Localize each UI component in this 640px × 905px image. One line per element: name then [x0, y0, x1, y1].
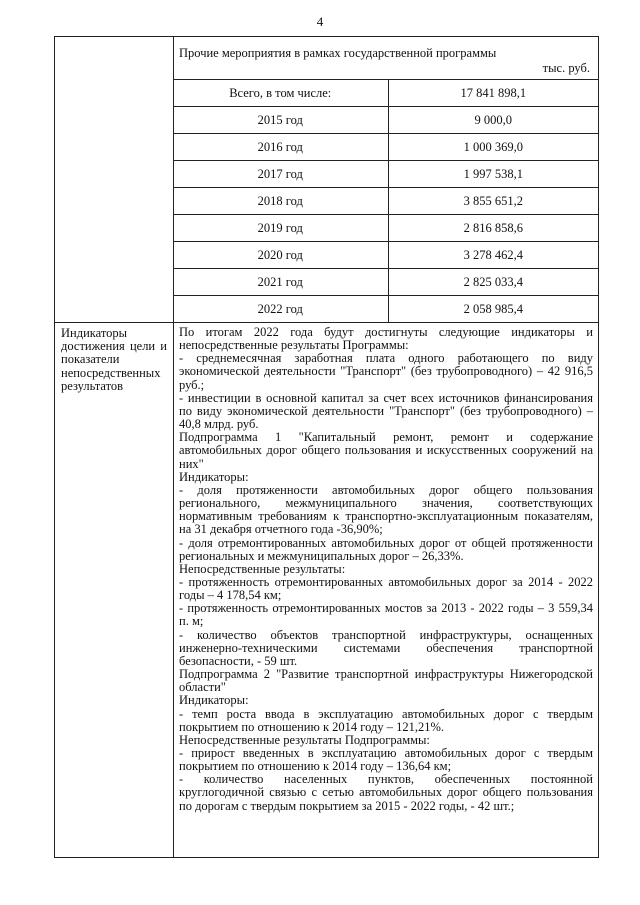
- paragraph: - прирост введенных в эксплуатацию автомобильных дорог с твердым покрытием по отношению к 2014 году – 136,64 км;: [179, 746, 593, 774]
- paragraph: Индикаторы:: [179, 693, 249, 708]
- funding-title: Прочие мероприятия в рамках государственной программы: [179, 46, 497, 60]
- funding-row-label: 2015 год: [173, 107, 388, 134]
- funding-row-value: 3 855 651,2: [388, 188, 598, 215]
- table-row: [173, 188, 598, 215]
- paragraph: - темп роста ввода в эксплуатацию автомобильных дорог с твердым покрытием по отношению к 2014 году – 121,21%.: [179, 706, 593, 734]
- paragraph: - доля отремонтированных автомобильных дорог от общей протяженности региональных и межмуниципальных дорог – 26,33%.: [179, 535, 593, 563]
- funding-row-value: 2 816 858,6: [388, 215, 598, 242]
- funding-row-label: 2019 год: [173, 215, 388, 242]
- table-row: [173, 134, 598, 161]
- paragraph: Непосредственные результаты Подпрограммы:: [179, 732, 430, 747]
- funding-row-value: 2 825 033,4: [388, 269, 598, 296]
- paragraph: - количество объектов транспортной инфраструктуры, оснащенных инженерно-техническими системами обеспечения транспортной безопасности, - 59 шт.: [179, 627, 593, 668]
- row-divider: [55, 322, 598, 323]
- paragraph: - количество населенных пунктов, обеспеченных постоянной круглогодичной связью с сетью автомобильных дорог общего пользования по дорогам с твердым покрытием за 2015 - 2022 годы, - 42 шт.;: [179, 772, 593, 813]
- paragraph: Подпрограмма 2 "Развитие транспортной инфраструктуры Нижегородской области": [179, 667, 593, 695]
- paragraph: - протяженность отремонтированных мостов за 2013 - 2022 годы – 3 559,34 п. м;: [179, 601, 593, 629]
- indicators-label: Индикаторы достижения цели и показатели непосредственных результатов: [61, 326, 167, 393]
- page-number: 4: [316, 14, 324, 29]
- funding-row-value: 3 278 462,4: [388, 242, 598, 269]
- table-row: [173, 107, 598, 134]
- paragraph: - доля протяженности автомобильных дорог общего пользования регионального, межмуниципального значения, соответствующих нормативным требованиям к транспортно-эксплуатационным показателям, на 31 декабря отчетного года -36,90%;: [179, 482, 593, 537]
- funding-unit: тыс. руб.: [542, 61, 590, 75]
- paragraph: Непосредственные результаты:: [179, 561, 346, 576]
- funding-row-label: 2022 год: [173, 296, 388, 323]
- indicators-text: [179, 326, 593, 813]
- funding-row-label: Всего, в том числе:: [173, 80, 388, 107]
- funding-row-label: 2017 год: [173, 161, 388, 188]
- funding-row-value: 17 841 898,1: [388, 80, 598, 107]
- table-row: [173, 161, 598, 188]
- table-row: [173, 296, 598, 323]
- paragraph: - протяженность отремонтированных автомобильных дорог за 2014 - 2022 годы – 4 178,54 км;: [179, 574, 593, 603]
- paragraph: - инвестиции в основной капитал за счет всех источников финансирования по виду экономической деятельности "Транспорт" (без трубопроводного) – 40,8 млрд. руб.: [179, 390, 593, 432]
- paragraph: По итогам 2022 года будут достигнуты следующие индикаторы и непосредственные результаты Программы:: [179, 325, 593, 353]
- funding-row-value: 1 000 369,0: [388, 134, 598, 161]
- paragraph: - среднемесячная заработная плата одного работающего по виду экономической деятельности "Транспорт" (без трубопроводного) – 42 916,5 руб.;: [179, 351, 593, 392]
- funding-row-label: 2021 год: [173, 269, 388, 296]
- table-row: [173, 269, 598, 296]
- paragraph: Индикаторы:: [179, 469, 249, 484]
- funding-row-value: 2 058 985,4: [388, 296, 598, 323]
- table-row: [173, 80, 598, 107]
- passport-table: [54, 36, 599, 858]
- table-row: [173, 215, 598, 242]
- paragraph: Подпрограмма 1 "Капитальный ремонт, ремонт и содержание автомобильных дорог общего пользования и искусственных сооружений на них": [179, 430, 593, 471]
- funding-row-value: 1 997 538,1: [388, 161, 598, 188]
- table-row: [173, 242, 598, 269]
- funding-row-label: 2018 год: [173, 188, 388, 215]
- funding-row-value: 9 000,0: [388, 107, 598, 134]
- funding-row-label: 2020 год: [173, 242, 388, 269]
- funding-row-label: 2016 год: [173, 134, 388, 161]
- funding-table: [173, 79, 598, 322]
